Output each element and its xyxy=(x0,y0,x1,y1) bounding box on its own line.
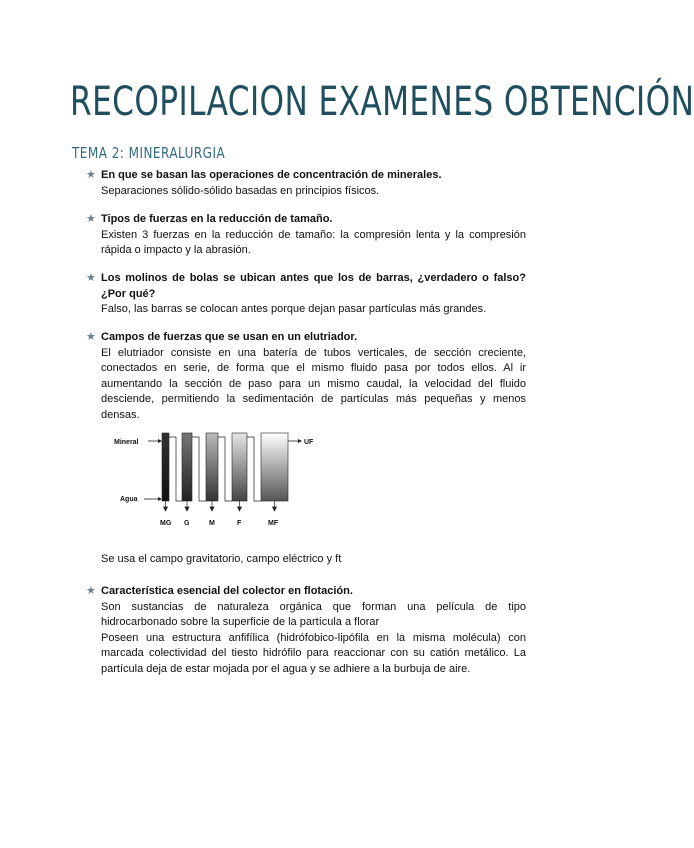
tube-label: MG xyxy=(160,520,172,527)
question-text: En que se basan las operaciones de concentración de minerales. xyxy=(101,169,442,181)
answer-paragraph: Existen 3 fuerzas en la reducción de tamaño: la compresión lenta y la compresión rápida o impacto y la abrasión. xyxy=(101,228,526,256)
star-bullet-icon: ★ xyxy=(86,169,96,181)
tube-label: M xyxy=(209,520,215,527)
elutriator-tube xyxy=(232,433,247,501)
question-text: Los molinos de bolas se ubican antes que los de barras, ¿verdadero o falso?¿Por qué? xyxy=(101,272,526,300)
question-text: Campos de fuerzas que se usan en un elutriador. xyxy=(101,331,358,343)
document-title: RECOPILACION EXAMENES OBTENCIÓN xyxy=(70,79,694,125)
question-item xyxy=(86,168,526,199)
figure-caption: Se usa el campo gravitatorio, campo eléctrico y ft xyxy=(101,553,342,565)
mineral-label: Mineral xyxy=(114,439,139,446)
question-text: Tipos de fuerzas en la reducción de tamaño. xyxy=(101,213,333,225)
answer-text xyxy=(101,228,526,259)
tube-label: F xyxy=(237,520,242,527)
question-item xyxy=(86,212,526,259)
answer-paragraph: Falso, las barras se colocan antes porque dejan pasar partículas más grandes. xyxy=(101,303,487,315)
answer-text xyxy=(101,346,526,424)
elutriator-tube xyxy=(206,433,218,501)
answer-paragraph: Son sustancias de naturaleza orgánica que forman una película de tipo hidrocarbonado sobre la superficie de la partícula a florar xyxy=(101,600,526,628)
question-item xyxy=(86,330,526,423)
answer-text xyxy=(101,600,526,678)
question-item xyxy=(86,584,526,677)
underflow-arrows xyxy=(164,501,277,511)
tube-label: G xyxy=(184,520,190,527)
answer-paragraph: Poseen una estructura anfifílica (hidrófobico-lipófila en la misma molécula) con marcada colectividad del tiesto hidrófilo para reaccionar con su catión metálico. La partícula deja de estar mojada por el agua y se adhiere a la burbuja de aire. xyxy=(101,631,526,675)
star-bullet-icon: ★ xyxy=(86,331,96,343)
star-bullet-icon: ★ xyxy=(86,272,96,284)
answer-paragraph: El elutriador consiste en una batería de tubos verticales, de sección creciente, conectados en serie, de forma que el mismo fluido pasa por todos ellos. Al ir aumentando la sección de paso para un mismo caudal, la velocidad del fluido desciende, permitiendo la sedimentación de partículas más pequeñas y menos densas. xyxy=(101,346,526,421)
elutriator-tube xyxy=(182,433,192,501)
elutriator-tube xyxy=(162,433,169,501)
water-label: Agua xyxy=(120,496,138,503)
answer-text xyxy=(101,302,526,318)
uf-label: UF xyxy=(304,439,314,446)
elutriator-diagram xyxy=(110,425,330,535)
tube-label: MF xyxy=(268,520,279,527)
answer-text xyxy=(101,184,526,200)
question-item xyxy=(86,271,526,318)
question-text: Característica esencial del colector en flotación. xyxy=(101,585,353,597)
answer-paragraph: Separaciones sólido-sólido basadas en principios físicos. xyxy=(101,184,380,197)
section-subtitle: TEMA 2: MINERALURGIA xyxy=(72,144,226,162)
star-bullet-icon: ★ xyxy=(86,213,96,225)
star-bullet-icon: ★ xyxy=(86,585,96,597)
elutriator-tube xyxy=(261,433,288,501)
